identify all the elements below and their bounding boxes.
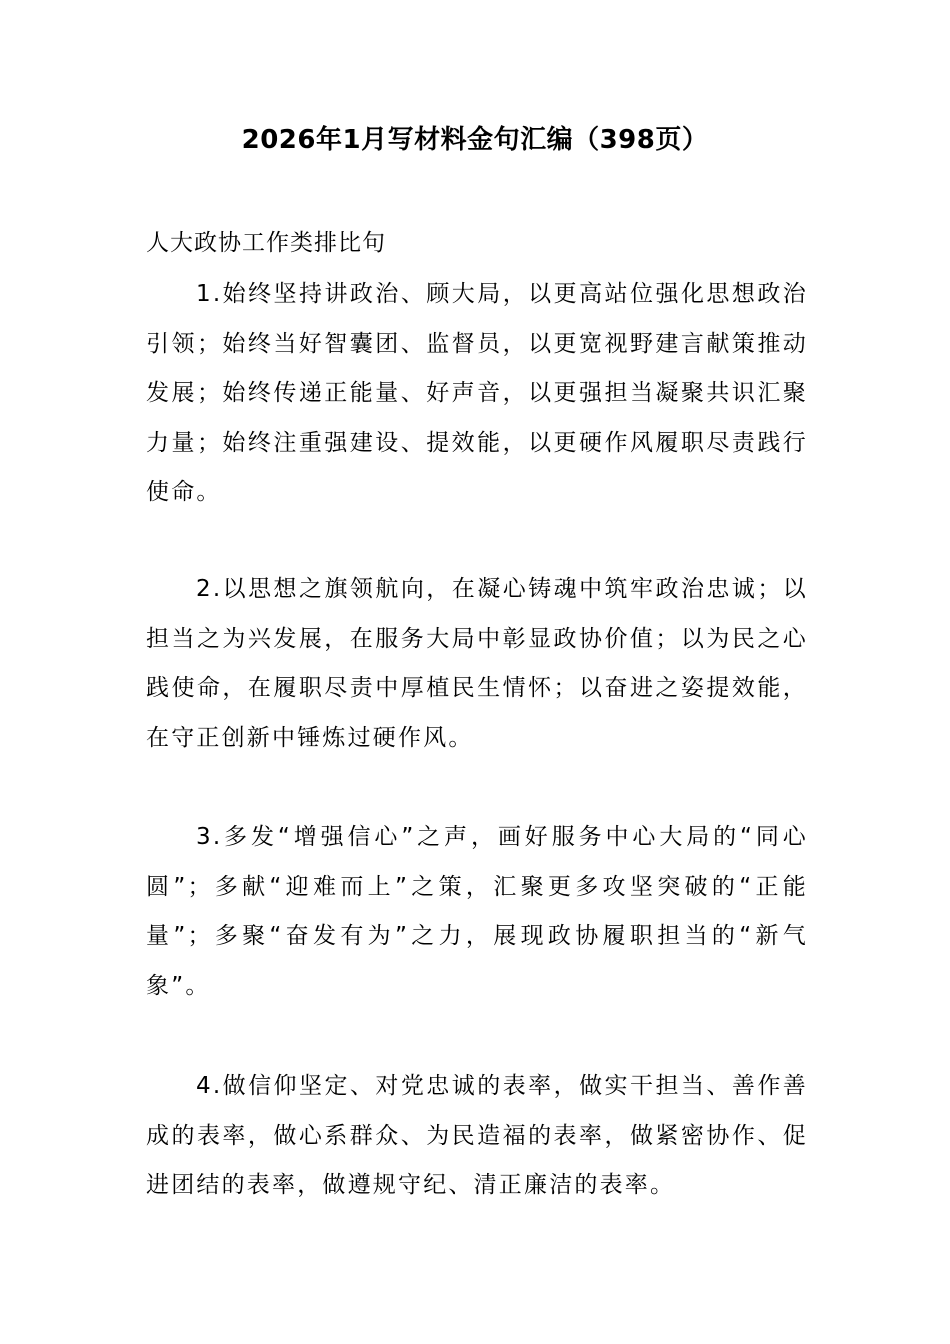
paragraph-3: 3.多发“增强信心”之声，画好服务中心大局的“同心圆”；多献“迎难而上”之策，汇聚更多攻坚突破的“正能量”；多聚“奋发有为”之力，展现政协履职担当的“新气象”。 xyxy=(146,824,808,999)
paragraph-2: 2.以思想之旗领航向，在凝心铸魂中筑牢政治忠诚；以担当之为兴发展，在服务大局中彰显政协价值；以为民之心践使命，在履职尽责中厚植民生情怀；以奋进之姿提效能，在守正创新中锤炼过硬作风。 xyxy=(146,576,808,751)
paragraph-1: 1.始终坚持讲政治、顾大局，以更高站位强化思想政治引领；始终当好智囊团、监督员，以更宽视野建言献策推动发展；始终传递正能量、好声音，以更强担当凝聚共识汇聚力量；始终注重强建设、提效能，以更硬作风履职尽责践行使命。 xyxy=(146,281,808,505)
document-title: 2026年1月写材料金句汇编（398页） xyxy=(241,125,709,155)
section-heading: 人大政协工作类排比句 xyxy=(146,230,386,256)
paragraph-4: 4.做信仰坚定、对党忠诚的表率，做实干担当、善作善成的表率，做心系群众、为民造福的表率，做紧密协作、促进团结的表率，做遵规守纪、清正廉洁的表率。 xyxy=(146,1073,808,1198)
